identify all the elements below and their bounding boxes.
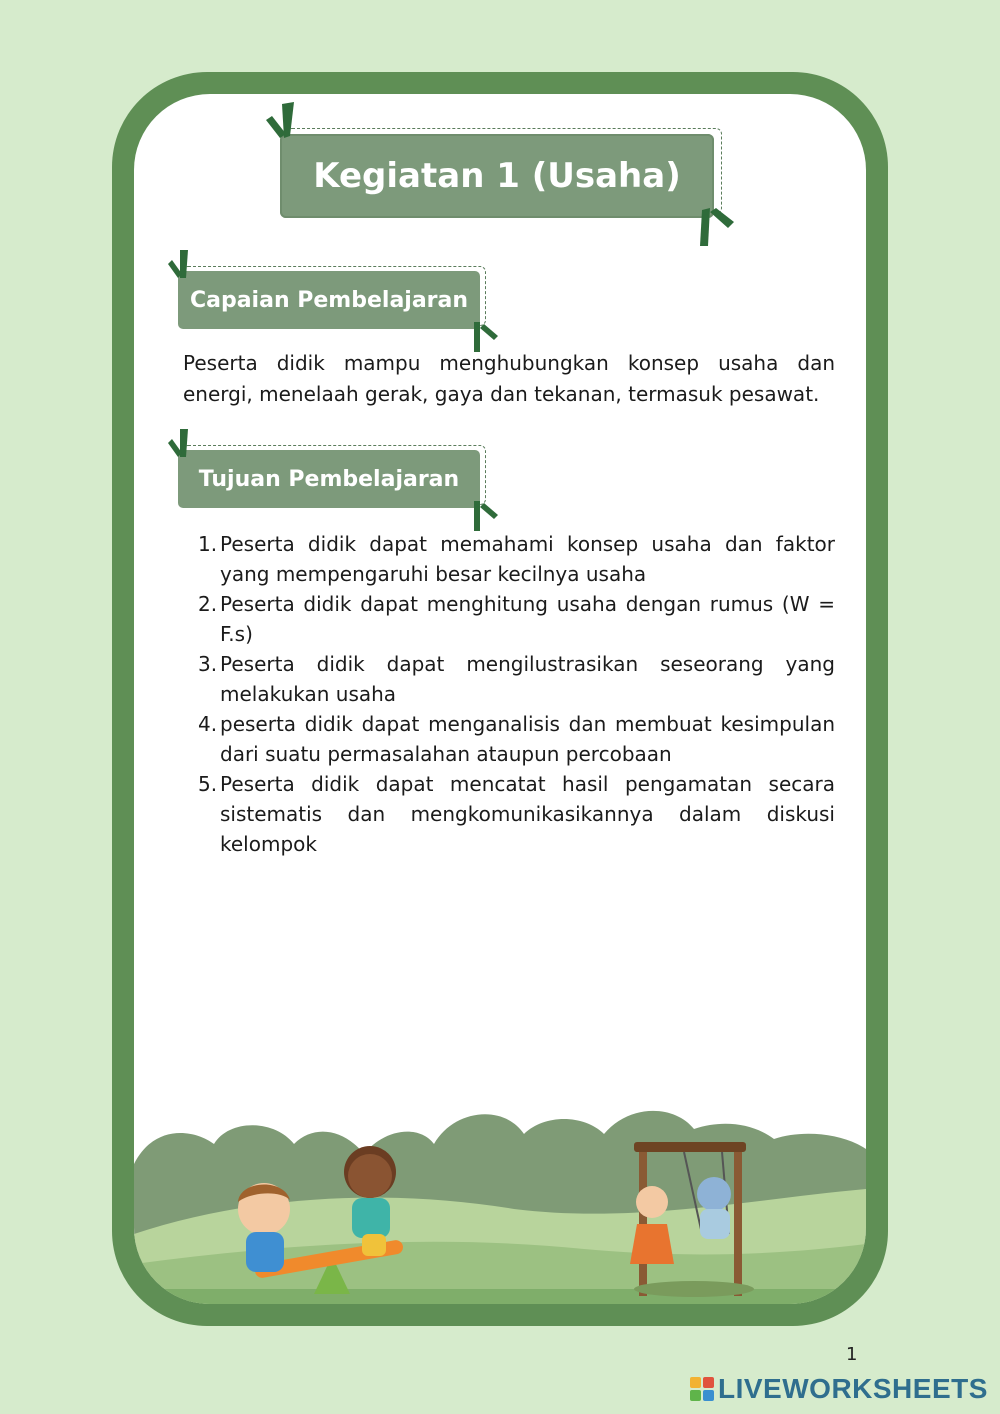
heading-tick-icon (166, 248, 196, 284)
liveworksheets-grid-icon (690, 1377, 714, 1401)
liveworksheets-logo[interactable] (690, 1373, 988, 1405)
title-tick-icon (696, 206, 736, 248)
capaian-heading-banner (176, 266, 488, 332)
list-item-text: Peserta didik dapat mencatat hasil pengamatan secara sistematis dan mengkomunikasikannya dalam diskusi kelompok (220, 772, 835, 856)
list-item-number: 3. (198, 652, 218, 676)
tujuan-heading: Tujuan Pembelajaran (178, 450, 480, 508)
tujuan-list (183, 529, 835, 859)
list-item (183, 649, 835, 709)
page-number: 1 (846, 1344, 858, 1365)
list-item (183, 529, 835, 589)
list-item-text: Peserta didik dapat memahami konsep usaha dan faktor yang mempengaruhi besar kecilnya usaha (220, 532, 835, 586)
list-item-number: 1. (198, 532, 218, 556)
list-item-number: 4. (198, 712, 218, 736)
list-item (183, 709, 835, 769)
capaian-text: Peserta didik mampu menghubungkan konsep usaha dan energi, menelaah gerak, gaya dan tekanan, termasuk pesawat. (183, 351, 835, 406)
heading-tick-icon (470, 499, 500, 533)
list-item-text: Peserta didik dapat menghitung usaha dengan rumus (W = F.s) (220, 592, 835, 646)
list-item-number: 5. (198, 772, 218, 796)
title-banner (278, 128, 724, 224)
capaian-heading: Capaian Pembelajaran (178, 271, 480, 329)
tujuan-heading-banner (176, 445, 488, 511)
heading-tick-icon (166, 427, 196, 463)
list-item-number: 2. (198, 592, 218, 616)
list-item-text: peserta didik dapat menganalisis dan membuat kesimpulan dari suatu permasalahan ataupun percobaan (220, 712, 835, 766)
list-item (183, 589, 835, 649)
liveworksheets-brand: LIVEWORKSHEETS (718, 1373, 988, 1404)
playground-illustration (134, 1084, 866, 1304)
list-item-text: Peserta didik dapat mengilustrasikan seseorang yang melakukan usaha (220, 652, 835, 706)
page-title: Kegiatan 1 (Usaha) (280, 134, 714, 218)
list-item (183, 769, 835, 859)
title-tick-icon (264, 100, 304, 142)
